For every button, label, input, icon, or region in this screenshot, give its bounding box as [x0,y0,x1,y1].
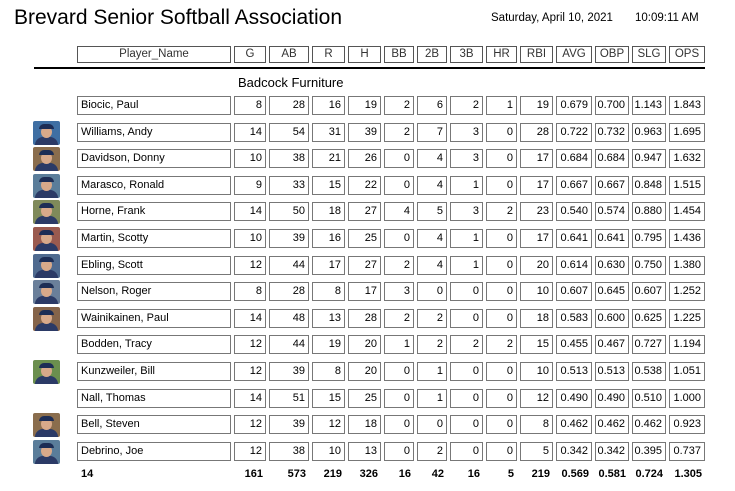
header-divider [34,67,705,69]
stat-2b: 2 [417,335,447,354]
stat-ab: 39 [269,415,309,434]
stat-h: 26 [348,149,381,168]
table-row [0,279,735,305]
stat-2b: 5 [417,202,447,221]
stat-avg: 0.540 [556,202,592,221]
stat-bb: 4 [384,202,414,221]
stat-obp: 0.342 [595,442,629,461]
stat-g: 12 [234,362,266,381]
stat-obp: 0.700 [595,96,629,115]
stat-3b: 3 [450,149,483,168]
stat-2b: 6 [417,96,447,115]
stat-ab: 33 [269,176,309,195]
stat-bb: 1 [384,335,414,354]
stat-avg: 0.583 [556,309,592,328]
stat-ops: 1.051 [669,362,705,381]
column-header-hr: HR [486,46,517,63]
stat-3b: 1 [450,176,483,195]
stat-3b: 1 [450,229,483,248]
stat-h: 27 [348,256,381,275]
stat-ops: 1.843 [669,96,705,115]
stat-rbi: 5 [520,442,553,461]
stat-hr: 0 [486,123,517,142]
stat-slg: 0.462 [632,415,666,434]
stat-2b: 2 [417,442,447,461]
stat-obp: 0.732 [595,123,629,142]
stat-g: 12 [234,442,266,461]
player-photo [33,227,60,251]
stat-h: 20 [348,362,381,381]
stat-hr: 0 [486,149,517,168]
stat-bb: 0 [384,415,414,434]
stat-r: 10 [312,442,345,461]
stat-obp: 0.574 [595,202,629,221]
stat-avg: 0.679 [556,96,592,115]
player-name: Bodden, Tracy [77,335,231,354]
stat-r: 15 [312,176,345,195]
stat-avg: 0.641 [556,229,592,248]
stat-g: 8 [234,96,266,115]
stat-h: 20 [348,335,381,354]
stat-ab: 48 [269,309,309,328]
player-name: Davidson, Donny [77,149,231,168]
stat-ab: 44 [269,256,309,275]
stat-bb: 2 [384,96,414,115]
player-photo [33,307,60,331]
stat-hr: 0 [486,282,517,301]
stat-obp: 0.513 [595,362,629,381]
stat-2b: 4 [417,149,447,168]
stat-2b: 4 [417,176,447,195]
player-name: Marasco, Ronald [77,176,231,195]
stat-bb: 2 [384,256,414,275]
stat-slg: 0.750 [632,256,666,275]
stat-rbi: 17 [520,149,553,168]
player-photo [33,280,60,304]
stat-obp: 0.630 [595,256,629,275]
total-2b: 42 [431,468,444,480]
stat-3b: 0 [450,389,483,408]
stat-rbi: 19 [520,96,553,115]
column-header-bb: BB [384,46,414,63]
stat-r: 21 [312,149,345,168]
stat-g: 12 [234,335,266,354]
stat-slg: 0.947 [632,149,666,168]
table-row [0,146,735,172]
stat-h: 17 [348,282,381,301]
table-row [0,332,735,358]
total-obp: 0.581 [598,468,626,480]
total-r: 219 [323,468,342,480]
stat-obp: 0.684 [595,149,629,168]
stat-ops: 1.454 [669,202,705,221]
stat-3b: 2 [450,335,483,354]
stat-2b: 4 [417,256,447,275]
stat-slg: 0.727 [632,335,666,354]
stat-g: 8 [234,282,266,301]
stat-h: 25 [348,229,381,248]
stat-obp: 0.462 [595,415,629,434]
column-header-2b: 2B [417,46,447,63]
stat-2b: 0 [417,415,447,434]
stat-avg: 0.462 [556,415,592,434]
stat-h: 13 [348,442,381,461]
stat-hr: 0 [486,362,517,381]
stat-3b: 3 [450,202,483,221]
player-name: Horne, Frank [77,202,231,221]
column-header-ab: AB [269,46,309,63]
stat-hr: 2 [486,335,517,354]
stat-g: 10 [234,229,266,248]
stat-g: 14 [234,309,266,328]
report-title: Brevard Senior Softball Association [14,6,343,29]
table-row [0,226,735,252]
stat-ab: 44 [269,335,309,354]
stat-bb: 0 [384,229,414,248]
stat-ab: 39 [269,229,309,248]
player-photo [33,174,60,198]
stat-slg: 0.880 [632,202,666,221]
player-name: Nelson, Roger [77,282,231,301]
stat-r: 31 [312,123,345,142]
player-photo [33,413,60,437]
stat-hr: 0 [486,256,517,275]
stat-ops: 1.000 [669,389,705,408]
column-header-slg: SLG [632,46,666,63]
stat-2b: 2 [417,309,447,328]
stat-rbi: 15 [520,335,553,354]
stat-hr: 0 [486,309,517,328]
total-avg: 0.569 [561,468,589,480]
column-header-avg: AVG [556,46,592,63]
column-header-h: H [348,46,381,63]
stat-slg: 0.963 [632,123,666,142]
stat-h: 25 [348,389,381,408]
stat-bb: 2 [384,123,414,142]
stat-2b: 4 [417,229,447,248]
table-row [0,93,735,119]
player-name: Debrino, Joe [77,442,231,461]
stat-ab: 51 [269,389,309,408]
stat-hr: 0 [486,389,517,408]
stat-bb: 0 [384,442,414,461]
stat-2b: 0 [417,282,447,301]
player-name: Ebling, Scott [77,256,231,275]
stat-ab: 38 [269,149,309,168]
stat-avg: 0.490 [556,389,592,408]
team-name: Badcock Furniture [238,75,344,90]
total-h: 326 [359,468,378,480]
stat-h: 19 [348,96,381,115]
player-photo [33,360,60,384]
table-row [0,253,735,279]
stat-rbi: 20 [520,256,553,275]
stat-r: 12 [312,415,345,434]
stat-rbi: 17 [520,176,553,195]
stat-ab: 54 [269,123,309,142]
stat-hr: 0 [486,442,517,461]
stat-avg: 0.513 [556,362,592,381]
total-slg: 0.724 [635,468,663,480]
player-name: Martin, Scotty [77,229,231,248]
column-header-rbi: RBI [520,46,553,63]
stat-ops: 1.632 [669,149,705,168]
stat-avg: 0.684 [556,149,592,168]
stat-bb: 3 [384,282,414,301]
stat-obp: 0.467 [595,335,629,354]
stat-slg: 0.395 [632,442,666,461]
stat-ops: 1.252 [669,282,705,301]
column-header-player-name: Player_Name [77,46,231,63]
stat-bb: 0 [384,362,414,381]
stat-ab: 28 [269,282,309,301]
player-name: Biocic, Paul [77,96,231,115]
stat-g: 14 [234,389,266,408]
total-ops: 1.305 [674,468,702,480]
total-rbi: 219 [531,468,550,480]
stat-obp: 0.667 [595,176,629,195]
stat-avg: 0.614 [556,256,592,275]
table-row [0,120,735,146]
total-3b: 16 [467,468,480,480]
stat-avg: 0.607 [556,282,592,301]
table-row [0,386,735,412]
stat-hr: 1 [486,96,517,115]
stat-g: 10 [234,149,266,168]
column-header-ops: OPS [669,46,705,63]
stat-ab: 39 [269,362,309,381]
player-name: Bell, Steven [77,415,231,434]
stat-obp: 0.645 [595,282,629,301]
stat-ab: 38 [269,442,309,461]
table-row [0,439,735,465]
stat-ops: 1.380 [669,256,705,275]
stat-r: 8 [312,282,345,301]
stat-3b: 0 [450,309,483,328]
player-photo [33,147,60,171]
table-row [0,306,735,332]
total-ab: 573 [287,468,306,480]
stat-rbi: 12 [520,389,553,408]
stat-ops: 1.225 [669,309,705,328]
stat-slg: 1.143 [632,96,666,115]
stat-slg: 0.795 [632,229,666,248]
stat-h: 18 [348,415,381,434]
report-date: Saturday, April 10, 2021 [491,12,613,24]
stat-h: 28 [348,309,381,328]
player-photo [33,200,60,224]
stat-g: 12 [234,415,266,434]
stat-r: 16 [312,96,345,115]
stat-rbi: 23 [520,202,553,221]
player-count: 14 [81,468,94,480]
stat-h: 27 [348,202,381,221]
column-header-3b: 3B [450,46,483,63]
stat-ops: 1.436 [669,229,705,248]
stat-obp: 0.600 [595,309,629,328]
player-name: Wainikainen, Paul [77,309,231,328]
player-photo [33,121,60,145]
stat-r: 8 [312,362,345,381]
stat-3b: 3 [450,123,483,142]
stat-r: 16 [312,229,345,248]
stat-avg: 0.667 [556,176,592,195]
stat-slg: 0.538 [632,362,666,381]
column-header-obp: OBP [595,46,629,63]
stat-avg: 0.722 [556,123,592,142]
stat-ops: 1.695 [669,123,705,142]
stat-rbi: 10 [520,282,553,301]
stat-3b: 0 [450,362,483,381]
stat-rbi: 18 [520,309,553,328]
stat-rbi: 8 [520,415,553,434]
table-row [0,173,735,199]
total-g: 161 [244,468,263,480]
stat-ops: 0.737 [669,442,705,461]
stat-bb: 0 [384,389,414,408]
stat-ops: 1.194 [669,335,705,354]
stat-g: 14 [234,123,266,142]
stat-2b: 1 [417,362,447,381]
player-name: Nall, Thomas [77,389,231,408]
stat-g: 9 [234,176,266,195]
stat-r: 19 [312,335,345,354]
table-row [0,359,735,385]
stat-rbi: 10 [520,362,553,381]
stat-ops: 1.515 [669,176,705,195]
stat-3b: 2 [450,96,483,115]
stat-slg: 0.607 [632,282,666,301]
stat-r: 15 [312,389,345,408]
stat-obp: 0.641 [595,229,629,248]
stat-rbi: 28 [520,123,553,142]
stat-avg: 0.455 [556,335,592,354]
player-photo [33,440,60,464]
stat-ab: 50 [269,202,309,221]
stat-3b: 0 [450,282,483,301]
stat-r: 18 [312,202,345,221]
stat-3b: 0 [450,442,483,461]
stat-rbi: 17 [520,229,553,248]
stat-3b: 1 [450,256,483,275]
stat-3b: 0 [450,415,483,434]
stat-2b: 7 [417,123,447,142]
stat-bb: 0 [384,176,414,195]
stat-hr: 2 [486,202,517,221]
stat-slg: 0.625 [632,309,666,328]
stat-ops: 0.923 [669,415,705,434]
stat-g: 14 [234,202,266,221]
stat-h: 39 [348,123,381,142]
stat-slg: 0.510 [632,389,666,408]
player-name: Williams, Andy [77,123,231,142]
stat-bb: 0 [384,149,414,168]
stat-obp: 0.490 [595,389,629,408]
stat-hr: 0 [486,415,517,434]
table-row [0,412,735,438]
player-name: Kunzweiler, Bill [77,362,231,381]
stat-hr: 0 [486,176,517,195]
stat-2b: 1 [417,389,447,408]
total-bb: 16 [398,468,411,480]
column-header-g: G [234,46,266,63]
stat-h: 22 [348,176,381,195]
stat-bb: 2 [384,309,414,328]
total-hr: 5 [507,468,514,480]
report-time: 10:09:11 AM [635,12,699,24]
stat-r: 17 [312,256,345,275]
player-photo [33,254,60,278]
stat-hr: 0 [486,229,517,248]
stat-avg: 0.342 [556,442,592,461]
column-header-r: R [312,46,345,63]
stat-g: 12 [234,256,266,275]
stat-slg: 0.848 [632,176,666,195]
stat-ab: 28 [269,96,309,115]
stat-r: 13 [312,309,345,328]
table-row [0,199,735,225]
